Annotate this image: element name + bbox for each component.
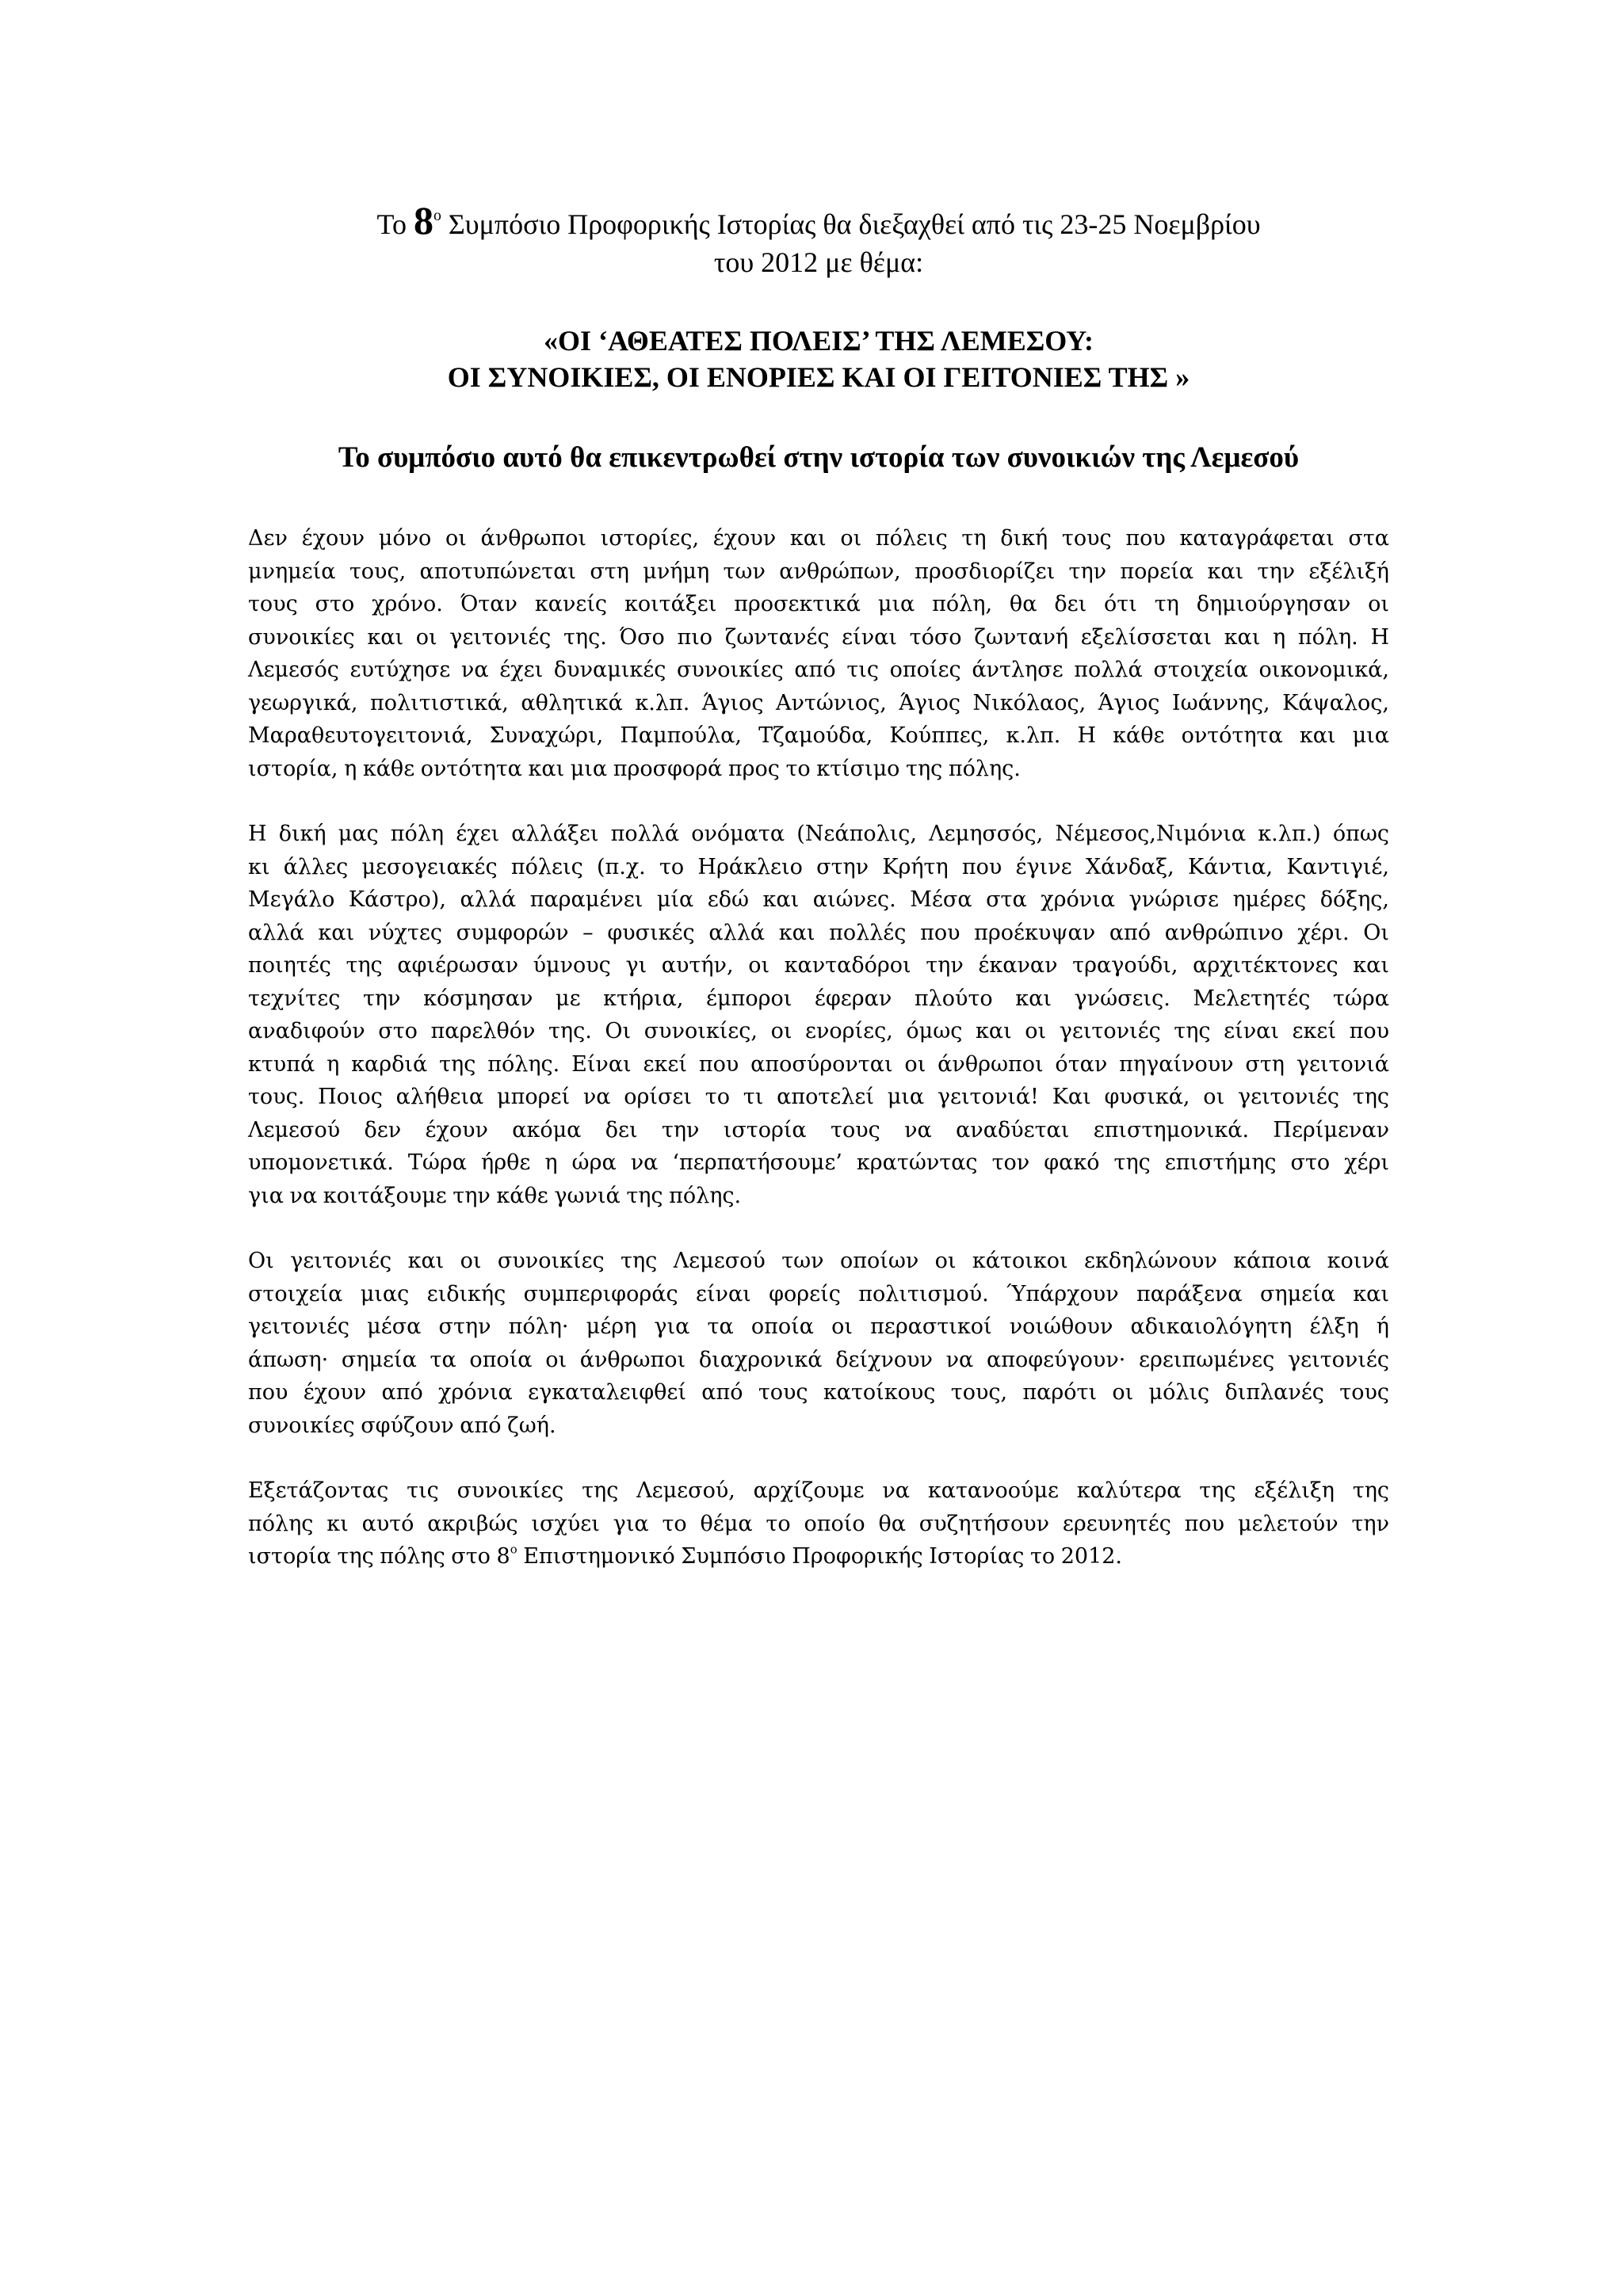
paragraph-line: συνοικίες σφύζουν από ζωή. xyxy=(248,1413,556,1438)
paragraph-line: γειτονιές μέσα στην πόλη· μέρη για τα οποία οι περαστικοί νοιώθουν αδικαιολόγητη έλξη ή xyxy=(248,1314,1389,1339)
symposium-subtitle: Το συμπόσιο αυτό θα επικεντρωθεί στην ιστορία των συνοικιών της Λεμεσού xyxy=(338,441,1300,474)
document-content xyxy=(248,198,1389,1606)
paragraph-line: μνημεία τους, αποτυπώνεται στη μνήμη των ανθρώπων, προσδιορίζει την πορεία και την εξέλιξή xyxy=(248,559,1389,584)
paragraph-line: Οι γειτονιές και οι συνοικίες της Λεμεσού των οποίων οι κάτοικοι εκδηλώνουν κάποια κοινά xyxy=(248,1249,1389,1273)
symposium-title-line-2: ΟΙ ΣΥΝΟΙΚΙΕΣ, ΟΙ ΕΝΟΡΙΕΣ ΚΑΙ ΟΙ ΓΕΙΤΟΝΙΕΣ ΤΗΣ » xyxy=(447,361,1190,393)
paragraph-line: κτυπά η καρδιά της πόλης. Είναι εκεί που αποσύρονται οι άνθρωποι όταν πηγαίνουν στη γειτονιά xyxy=(248,1051,1389,1077)
intro-line-1 xyxy=(376,198,1261,242)
paragraph-last-line xyxy=(248,1540,1389,1573)
ordinal-suffix: ο xyxy=(433,207,441,225)
last-line-end: Επιστημονικό Συμπόσιο Προφορικής Ιστορίας το 2012. xyxy=(517,1544,1123,1569)
paragraph-line: γεωργικά, πολιτιστικά, αθλητικά κ.λπ. Άγιος Αντώνιος, Άγιος Νικόλαος, Άγιος Ιωάννης, Κάψαλος, xyxy=(248,690,1389,715)
paragraph-line: Λεμεσού δεν έχουν ακόμα δει την ιστορία τους να αναδύεται επιστημονικά. Περίμεναν xyxy=(248,1117,1389,1142)
paragraph-line: Μαραθευτογειτονιά, Συναχώρι, Παμπούλα, Τζαμούδα, Κούππες, κ.λπ. Η κάθε οντότητα και μια xyxy=(248,723,1389,748)
paragraph-line: αλλά και νύχτες συμφορών – φυσικές αλλά και πολλές που προέκυψαν από ανθρώπινο χέρι. Οι xyxy=(248,920,1389,945)
symposium-title-line-1: «ΟΙ ‘ΑΘΕΑΤΕΣ ΠΟΛΕΙΣ’ ΤΗΣ ΛΕΜΕΣΟΥ: xyxy=(543,325,1094,357)
paragraph-line: κι άλλες μεσογειακές πόλεις (π.χ. το Ηράκλειο στην Κρήτη που έγινε Χάνδαξ, Κάντια, Καντιγιέ, xyxy=(248,854,1389,879)
body-text xyxy=(248,522,1389,1573)
ordinal-suffix: ο xyxy=(510,1542,517,1557)
paragraph-2 xyxy=(248,818,1389,1212)
paragraph-line: Εξετάζοντας τις συνοικίες της Λεμεσού, αρχίζουμε να κατανοούμε καλύτερα της εξέλιξη της xyxy=(248,1478,1389,1503)
paragraph-line: Μεγάλο Κάστρο), αλλά παραμένει μία εδώ και αιώνες. Μέσα στα χρόνια γνώρισε ημέρες δόξης, xyxy=(248,887,1389,912)
intro-heading xyxy=(248,198,1389,281)
paragraph-1 xyxy=(248,522,1389,785)
paragraph-line: υπομονετικά. Τώρα ήρθε η ώρα να ‘περπατήσουμε’ κρατώντας τον φακό της επιστήμης στο χέρι xyxy=(248,1150,1389,1175)
paragraph-line: ποιητές της αφιέρωσαν ύμνους γι αυτήν, οι κανταδόροι την έκαναν τραγούδι, αρχιτέκτονες και xyxy=(248,953,1389,978)
symposium-number: 8 xyxy=(413,198,433,242)
paragraph-line: αναδιφούν στο παρελθόν της. Οι συνοικίες, οι ενορίες, όμως και οι γειτονιές της είναι εκεί που xyxy=(248,1019,1389,1043)
paragraph-line: τεχνίτες την κόσμησαν με κτήρια, έμποροι έφεραν πλούτο και γνώσεις. Μελετητές τώρα xyxy=(248,986,1389,1011)
intro-line-2: του 2012 με θέμα: xyxy=(713,246,924,278)
paragraph-line: συνοικίες και οι γειτονιές της. Όσο πιο ζωντανές είναι τόσο ζωντανή εξελίσσεται και η πόλη. Η xyxy=(248,624,1389,650)
paragraph-line: άπωση· σημεία τα οποία οι άνθρωποι διαχρονικά δείχνουν να αποφεύγουν· ερειπωμένες γειτονιές xyxy=(248,1347,1389,1372)
paragraph-line: στοιχεία μιας ειδικής συμπεριφοράς είναι φορείς πολιτισμού. Ύπάρχουν παράξενα σημεία και xyxy=(248,1281,1389,1306)
paragraph-line: που έχουν από χρόνια εγκαταλειφθεί από τους κατοίκους τους, παρότι οι μόλις διπλανές τους xyxy=(248,1380,1389,1405)
intro-prefix: Το xyxy=(376,208,414,240)
symposium-title xyxy=(248,322,1389,395)
paragraph-3 xyxy=(248,1245,1389,1442)
paragraph-4 xyxy=(248,1474,1389,1573)
paragraph-line: ιστορία, η κάθε οντότητα και μια προσφορά προς το κτίσιμο της πόλης. xyxy=(248,756,1021,781)
paragraph-line: για να κοιτάξουμε την κάθε γωνιά της πόλης. xyxy=(248,1183,742,1208)
last-line-start: ιστορία της πόλης στο 8 xyxy=(248,1544,510,1569)
paragraph-line: πόλης κι αυτό ακριβώς ισχύει για το θέμα το οποίο θα συζητήσουν ερευνητές που μελετούν την xyxy=(248,1511,1389,1536)
paragraph-line: τους. Ποιος αλήθεια μπορεί να ορίσει το τι αποτελεί μια γειτονιά! Και φυσικά, οι γειτονιές της xyxy=(248,1085,1389,1109)
intro-line-1-rest: Συμπόσιο Προφορικής Ιστορίας θα διεξαχθεί από τις 23-25 Νοεμβρίου xyxy=(441,208,1261,240)
paragraph-line: τους στο χρόνο. Όταν κανείς κοιτάξει προσεκτικά μια πόλη, θα δει ότι τη δημιούργησαν οι xyxy=(248,592,1389,616)
paragraph-line: Η δική μας πόλη έχει αλλάξει πολλά ονόματα (Νεάπολις, Λεμησσός, Νέμεσος,Νιμόνια κ.λπ.) όπως xyxy=(248,822,1389,846)
paragraph-line: Λεμεσός ευτύχησε να έχει δυναμικές συνοικίες από τις οποίες άντλησε πολλά στοιχεία οικονομικά, xyxy=(248,658,1389,682)
paragraph-line: Δεν έχουν μόνο οι άνθρωποι ιστορίες, έχουν και οι πόλεις τη δική τους που καταγράφεται στα xyxy=(248,526,1389,551)
